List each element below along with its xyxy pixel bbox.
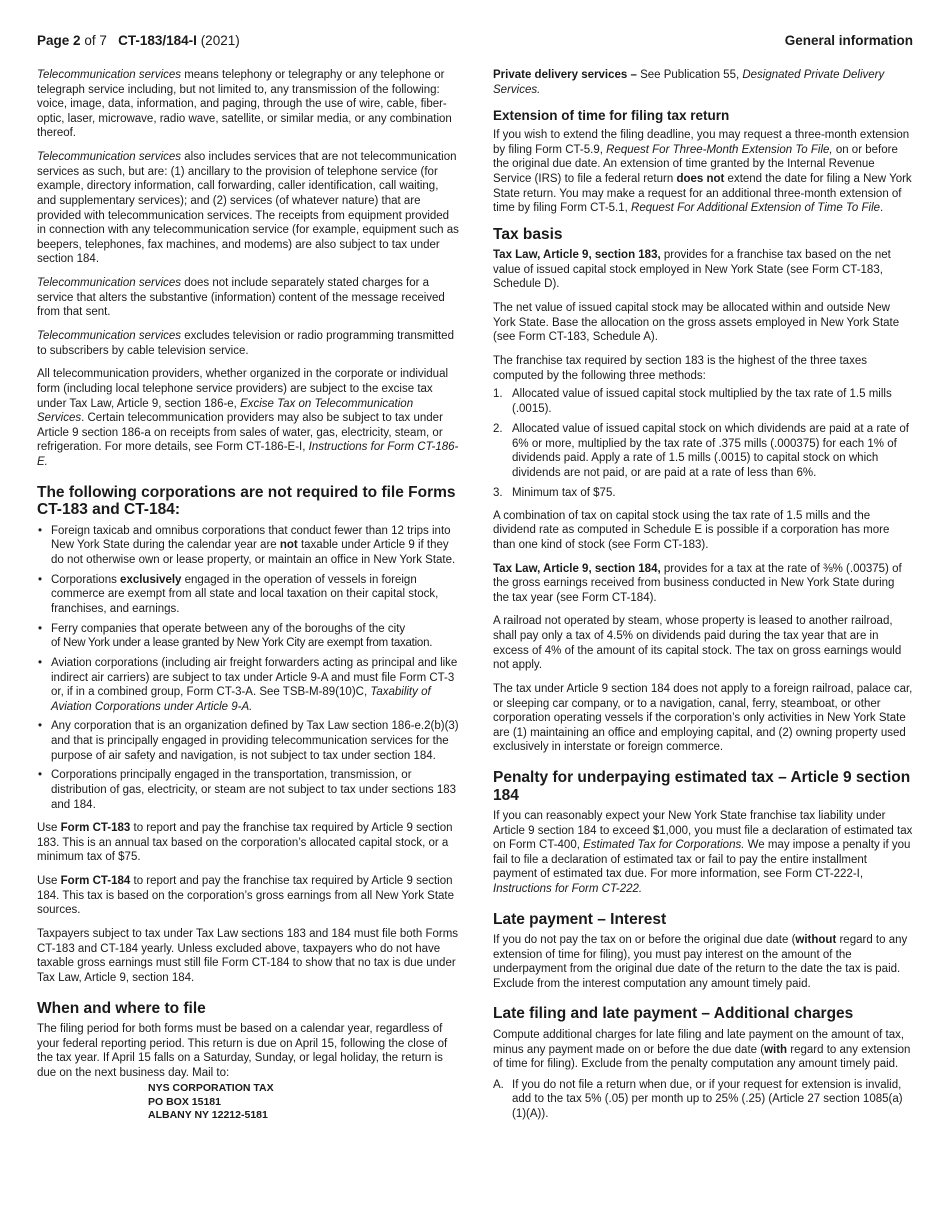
list-item: • Foreign taxicab and omnibus corporations that conduct fewer than 12 trips into New York State during the calendar year are not taxable under Article 9 if they do not otherwise own or lease property, or maintain an office in New York State. — [37, 524, 459, 568]
not-required-list — [37, 524, 459, 813]
heading-when-where: When and where to file — [37, 999, 206, 1017]
paragraph-section-183: Tax Law, Article 9, section 183, provides for a franchise tax based on the net value of issued capital stock employed in New York State (see Form CT-183, Schedule D). — [493, 249, 891, 291]
page-label: Page — [37, 33, 70, 48]
paragraph-foreign-railroad: The tax under Article 9 section 184 does not apply to a foreign railroad, palace car, or sleeping car company, or to a navigation, canal, ferry, steamboat, or other corporation operating vessels if the corporation’s only activities in New York State are (1) maintaining an office and employing capital, and (2) owning property used exclusively in interstate or foreign commerce. — [493, 683, 913, 754]
heading-not-required: The following corporations are not required to file Forms CT-183 and CT-184: — [37, 483, 456, 519]
heading-penalty: Penalty for underpaying estimated tax – Article 9 section 184 — [493, 769, 911, 804]
address-line: NYS CORPORATION TAX — [148, 1082, 274, 1095]
paragraph-use-ct183: Use Form CT-183 to report and pay the franchise tax required by Article 9 section 183. This is an annual tax based on the corporation’s allocated capital stock, or a minimum tax of $75. — [37, 822, 453, 864]
page-count: of 7 — [84, 33, 107, 48]
left-column — [37, 68, 459, 1122]
list-item: A. If you do not file a return when due, or if your request for extension is invalid, add to the tax 5% (.05) per month up to 25% (.25) (Article 27 section 1085(a)(1)(A)). — [493, 1078, 903, 1120]
paragraph-combination: A combination of tax on capital stock using the tax rate of 1.5 mills and the dividend rate as computed in Schedule E is possible if a corporation has more than one kind of stock (see Form CT-183). — [493, 509, 890, 551]
paragraph-section-184: Tax Law, Article 9, section 184, provides for a tax at the rate of ⅜% (.00375) of the gross earnings received from business conducted in New York State during the tax year (see Form CT-184). — [493, 562, 902, 604]
list-item: • Corporations principally engaged in the transportation, transmission, or distribution of gas, electricity, or steam are not subject to tax under sections 183 and 184. — [37, 768, 459, 812]
charges-list — [493, 1078, 913, 1122]
paragraph-private-delivery: Private delivery services – See Publication 55, Designated Private Delivery Services. — [493, 69, 885, 96]
mailing-address — [148, 1082, 459, 1122]
paragraph-tel-includes: Telecommunication services also includes services that are not telecommunication services as such, but are: (1) ancillary to the provision of telephone service (for example, directory information, call forwarding, caller identification, call waiting, and supplementary services); and (2) services (of whatever nature) that are provided with telecommunication services. The receipts from equipment provided in connection with any telecommunication service (for example, equipment such as beepers, telephones, fax machines, and modems) are also subject to tax under section 184. — [37, 151, 459, 266]
list-item: • Any corporation that is an organization defined by Tax Law section 186-e.2(b)(3) and that is principally engaged in providing telecommunication services for the purpose of air safety and navigation, is not subject to tax under section 184. — [37, 719, 459, 763]
paragraph-tel-excludes: Telecommunication services excludes television or radio programming transmitted to subscribers by cable television service. — [37, 330, 454, 357]
heading-tax-basis: Tax basis — [493, 225, 563, 243]
heading-extension: Extension of time for filing tax return — [493, 108, 730, 124]
address-line: PO BOX 15181 — [148, 1095, 221, 1108]
right-column — [493, 68, 913, 1130]
paragraph-tel-not-include: Telecommunication services does not include separately stated charges for a service that alters the substantive (information) content of the message received from that sent. — [37, 277, 445, 319]
heading-additional-charges: Late filing and late payment – Additional charges — [493, 1005, 854, 1023]
page-identifier — [37, 34, 240, 49]
paragraph-railroad: A railroad not operated by steam, whose property is leased to another railroad, shall pay only a tax of 4.5% on dividends paid during the tax year that are in excess of 4% of the amount of its capital stock. The tax on gross earnings would not apply. — [493, 615, 902, 672]
paragraph-late-payment: If you do not pay the tax on or before the original due date (without regard to any extension of time for filing), you must pay interest on the amount of the underpayment from the original due date of the return to the date the tax is paid. Exclude from the interest computation any amount timely paid. — [493, 934, 908, 990]
paragraph-additional-charges: Compute additional charges for late filing and late payment on the amount of tax, minus any payment made on or before the due date (with regard to any extension of time for filing). Exclude from the penalty computation any amount timely paid. — [493, 1028, 911, 1071]
paragraph-allocation: The net value of issued capital stock may be allocated within and outside New York State. Base the allocation on the gross assets employed in New York State (see Form CT-183, Schedule A). — [493, 302, 900, 344]
paragraph-tel-definition: Telecommunication services means telephony or telegraphy or any telephone or telegraph service including, but not limited to, any transmission of the following: voice, image, data, information, and paging, through the use of wire, cable, fiber-optic, laser, microwave, radio wave, satellite, or similar media, or any combination thereof. — [37, 69, 452, 140]
page-number: 2 — [73, 33, 81, 48]
list-item: • Corporations exclusively engaged in the operation of vessels in foreign commerce are exempt from all state and local taxation on their capital stock, franchises, and earnings. — [37, 573, 459, 617]
list-item: • Aviation corporations (including air freight forwarders acting as principal and like indirect air carriers) are subject to tax under Article 9-A and must file Form CT-3 or, if in a combined group, Form CT-3-A. See TSB-M-89(10)C, Taxability of Aviation Corporations under Article 9-A. — [37, 656, 459, 714]
list-item: 2. Allocated value of issued capital stock on which dividends are paid at a rate of 6% or more, multiplied by the tax rate of .375 mills (.000375) for each 1% of dividends paid. Apply a rate of 1.5 mills (.0015) to capital stock on which dividends are not paid, or are paid at a rate of less than 6%. — [493, 423, 909, 479]
list-item: 1. Allocated value of issued capital stock multiplied by the tax rate of 1.5 mills (.0015). — [493, 388, 892, 415]
list-item: • Ferry companies that operate between any of the boroughs of the city of New York under a lease granted by New York City are exempt from taxation. — [37, 622, 459, 651]
paragraph-penalty: If you can reasonably expect your New York State franchise tax liability under Article 9 section 184 to exceed $1,000, you must file a declaration of estimated tax on Form CT-400, Estimated Tax for Corporations. We may impose a penalty if you fail to file a declaration of estimated tax or fail to pay the entire installment payment of estimated tax due. For more information, see Form CT-222-I, Instructions for Form CT-222. — [493, 810, 913, 895]
paragraph-providers: All telecommunication providers, whether organized in the corporate or individual form (including local telephone service providers) are subject to the excise tax under Tax Law, Article 9, section 186-e, Excise Tax on Telecommunication Services. Certain telecommunication providers may also be subject to tax under Article 9 section 186-a on receipts from sales of water, gas, electricity, steam, or refrigeration. For more details, see Form CT-186-E-I, Instructions for Form CT-186-E. — [37, 368, 459, 468]
paragraph-extension: If you wish to extend the filing deadline, you may request a three-month extension by filing Form CT-5.9, Request For Three-Month Extension To File, on or before the original due date. An extension of time granted by the Internal Revenue Service (IRS) to file a federal return does not extend the date for filing a New York State return. You may make a request for an additional three-month extension of time by filing Form CT-5.1, Request For Additional Extension of Time To File. — [493, 129, 912, 215]
methods-list — [493, 387, 913, 500]
list-item: 3. Minimum tax of $75. — [493, 486, 616, 499]
form-year: (2021) — [200, 33, 240, 48]
page-header — [37, 34, 913, 54]
paragraph-use-ct184: Use Form CT-184 to report and pay the franchise tax required by Article 9 section 184. This tax is based on the corporation’s gross earnings from all New York State sources. — [37, 875, 454, 917]
heading-late-payment: Late payment – Interest — [493, 910, 667, 928]
paragraph-when-where: The filing period for both forms must be based on a calendar year, regardless of your federal reporting period. This return is due on April 15, following the close of the tax year. If April 15 falls on a Saturday, Sunday, or legal holiday, the return is due on the next business day. Mail to: — [37, 1023, 448, 1079]
address-line: ALBANY NY 12212-5181 — [148, 1108, 268, 1121]
form-id: CT-183/184-I — [118, 33, 197, 48]
section-title: General information — [784, 33, 913, 48]
paragraph-taxpayers: Taxpayers subject to tax under Tax Law sections 183 and 184 must file both Forms CT-183 and CT-184 yearly. Unless excluded above, taxpayers who do not have taxable gross earnings must still file Form CT-184 to show that no tax is due under Tax Law, Article 9, section 184. — [37, 928, 459, 984]
paragraph-three-methods: The franchise tax required by section 183 is the highest of the three taxes computed by the following three methods: — [493, 355, 867, 382]
